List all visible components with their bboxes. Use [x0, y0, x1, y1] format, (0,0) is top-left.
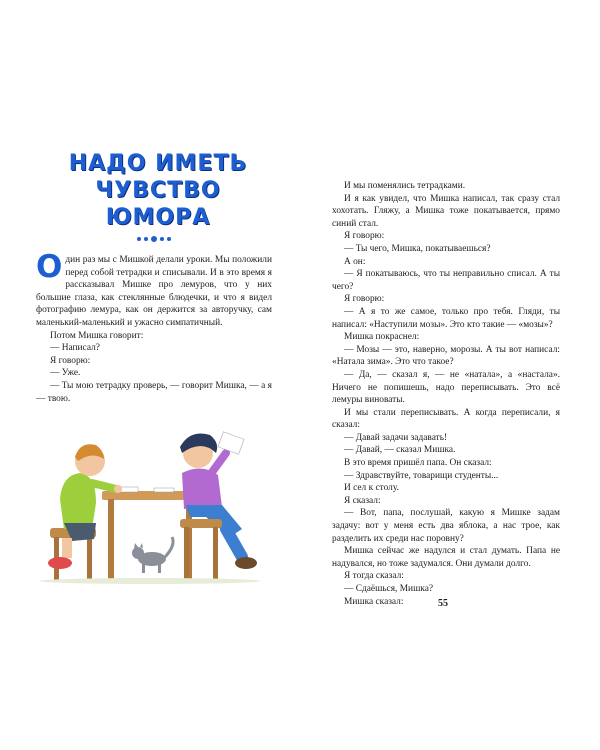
right-line: Мишка покраснел: — [344, 332, 420, 343]
right-line: И мы стали переписывать. А когда переписали, я сказал: — [332, 407, 560, 431]
right-line: Я говорю: — [344, 294, 385, 305]
right-page — [332, 180, 560, 608]
right-line: Мишка сказал: — [344, 596, 404, 607]
left-line: — Уже. — [50, 368, 81, 379]
left-line: — Ты мою тетрадку проверь, — говорит Мишка, — а я — твою. — [36, 380, 272, 404]
right-line: И сел к столу. — [344, 483, 399, 494]
illustration-two-boys-at-table — [30, 425, 270, 585]
right-line: Я говорю: — [344, 231, 385, 242]
left-line: Я говорю: — [50, 355, 91, 366]
ornament-dot — [167, 237, 171, 241]
right-line: Мишка сейчас же надулся и стал думать. Папа не надувался, но тоже задумался. Они думали долго. — [332, 546, 560, 569]
right-line: — Ты чего, Мишка, покатываешься? — [344, 243, 491, 254]
right-line: — Вот, папа, послушай, какую я Мишке задам задачу: вот у меня есть два яблока, а нас трое, как разделить их среди нас поровну? — [332, 508, 560, 544]
page-number: 55 — [438, 598, 448, 609]
right-line: И я как увидел, что Мишка написал, так сразу стал хохотать. Гляжу, а Мишка тоже покатывается, прямо синий стал. — [332, 193, 560, 229]
title-line-2: ЧУВСТВО ЮМОРА — [95, 178, 221, 230]
right-line: — Я покатываюсь, что ты неправильно списал. А ты чего? — [332, 269, 560, 292]
right-line: Я сказал: — [344, 495, 381, 506]
story-title — [44, 150, 272, 231]
right-line: Я тогда сказал: — [344, 571, 404, 582]
right-line: — Да, — сказал я, — не «натала», а «настала». Ничего не попишешь, надо переписывать. Это всё лемуры виноваты. — [332, 369, 560, 406]
right-line: А он: — [344, 256, 366, 267]
left-line: Потом Мишка говорит: — [50, 330, 144, 341]
right-line: — Мозы — это, наверно, морозы. А ты вот написал: «Натала зима». Это что такое? — [332, 344, 560, 368]
ornament-dot — [160, 237, 164, 241]
right-line: — Здравствуйте, товарищи студенты... — [344, 470, 499, 481]
left-page — [36, 150, 272, 405]
ornament-dot — [144, 237, 148, 241]
ornament-dot — [137, 237, 141, 241]
left-line: — Написал? — [50, 343, 100, 354]
ornament-dot — [151, 236, 157, 242]
right-line: — А я то же самое, только про тебя. Гляди, ты написал: «Наступили мозы». Это кто такие — «мозы»? — [332, 306, 560, 330]
intro-paragraph — [36, 249, 272, 330]
intro-text: дин раз мы с Мишкой делали уроки. Мы положили перед собой тетрадки и списывали. И в это время я рассказывал Мишке про лемуров, что у них большие глаза, как стеклянные блюдечки, и что я видел фотографию лемура, как он держится за авторучку, сам маленький-маленький и ужасно симпатичный. — [36, 255, 272, 328]
title-ornament — [36, 237, 272, 242]
right-line: — Давай, — сказал Мишка. — [344, 445, 456, 456]
right-line: И мы поменялись тетрадками. — [344, 181, 466, 191]
right-line: В это время пришёл папа. Он сказал: — [344, 458, 492, 469]
right-line: — Сдаёшься, Мишка? — [344, 584, 434, 594]
drop-cap: О — [36, 249, 63, 285]
title-line-1: НАДО ИМЕТЬ — [68, 151, 248, 176]
right-line: — Давай задачи задавать! — [344, 432, 448, 443]
